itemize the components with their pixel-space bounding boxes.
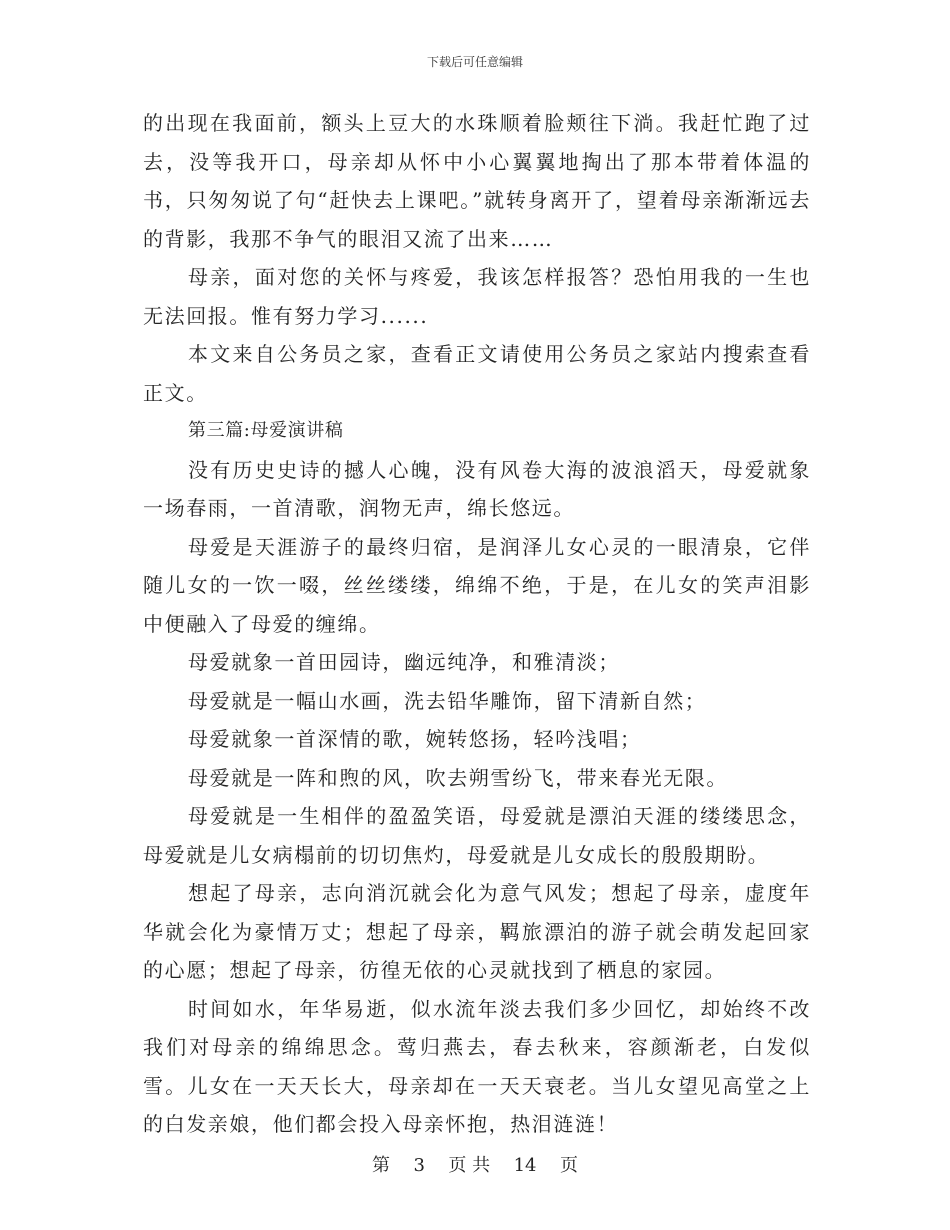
paragraph: 时间如水，年华易逝，似水流年淡去我们多少回忆，却始终不改我们对母亲的绵绵思念。莺归燕去，春去秋来，容颜渐老，白发似雪。儿女在一天天长大，母亲却在一天天衰老。当儿女望见高堂之上的白发亲娘，他们都会投入母亲怀抱，热泪涟涟！ xyxy=(143,996,811,1136)
paragraph: 母爱就是一阵和煦的风，吹去朔雪纷飞，带来春光无限。 xyxy=(188,765,728,790)
footer-suffix: 页 xyxy=(559,1155,578,1176)
paragraph: 母爱就象一首田园诗，幽远纯净，和雅清淡； xyxy=(188,650,620,674)
paragraph: 母爱就象一首深情的歌，婉转悠扬，轻吟浅唱； xyxy=(188,727,642,751)
paragraph-continued: 的出现在我面前，额头上豆大的水珠顺着脸颊往下淌。我赶忙跑了过去，没等我开口，母亲却从怀中小心翼翼地掏出了那本带着体温的书，只匆匆说了句“赶快去上课吧。”就转身离开了，望着母亲渐渐远去的背影，我那不争气的眼泪又流了出来…… xyxy=(143,111,811,251)
page-header: 下载后可任意编辑 xyxy=(426,55,523,69)
paragraph-source-note: 本文来自公务员之家，查看正文请使用公务员之家站内搜索查看正文。 xyxy=(143,342,811,405)
current-page-number: 3 xyxy=(413,1155,425,1176)
paragraph: 母爱就是一幅山水画，洗去铅华雕饰，留下清新自然； xyxy=(188,688,707,713)
paragraph: 母爱就是一生相伴的盈盈笑语，母爱就是漂泊天涯的缕缕思念，母爱就是儿女病榻前的切切焦灼，母爱就是儿女成长的殷殷期盼。 xyxy=(143,804,811,867)
footer-middle: 页 共 xyxy=(448,1155,491,1176)
paragraph: 母爱是天涯游子的最终归宿，是润泽儿女心灵的一眼清泉，它伴随儿女的一饮一啜，丝丝缕缕，绵绵不绝，于是，在儿女的笑声泪影中便融入了母爱的缠绵。 xyxy=(143,534,811,636)
document-body xyxy=(143,104,811,1144)
paragraph: 想起了母亲，志向消沉就会化为意气风发；想起了母亲，虚度年华就会化为豪情万丈；想起了母亲，羁旅漂泊的游子就会萌发起回家的心愿；想起了母亲，彷徨无依的心灵就找到了栖息的家园。 xyxy=(143,881,811,982)
section-heading: 第三篇:母爱演讲稿 xyxy=(188,420,344,441)
paragraph: 没有历史史诗的撼人心魄，没有风卷大海的波浪滔天，母爱就象一场春雨，一首清歌，润物无声，绵长悠远。 xyxy=(143,457,811,520)
total-page-count: 14 xyxy=(513,1155,537,1176)
footer-prefix: 第 xyxy=(372,1155,391,1176)
paragraph-repay: 母亲，面对您的关怀与疼爱，我该怎样报答？恐怕用我的一生也无法回报。惟有努力学习...... xyxy=(143,265,811,328)
page-footer xyxy=(0,1155,950,1177)
